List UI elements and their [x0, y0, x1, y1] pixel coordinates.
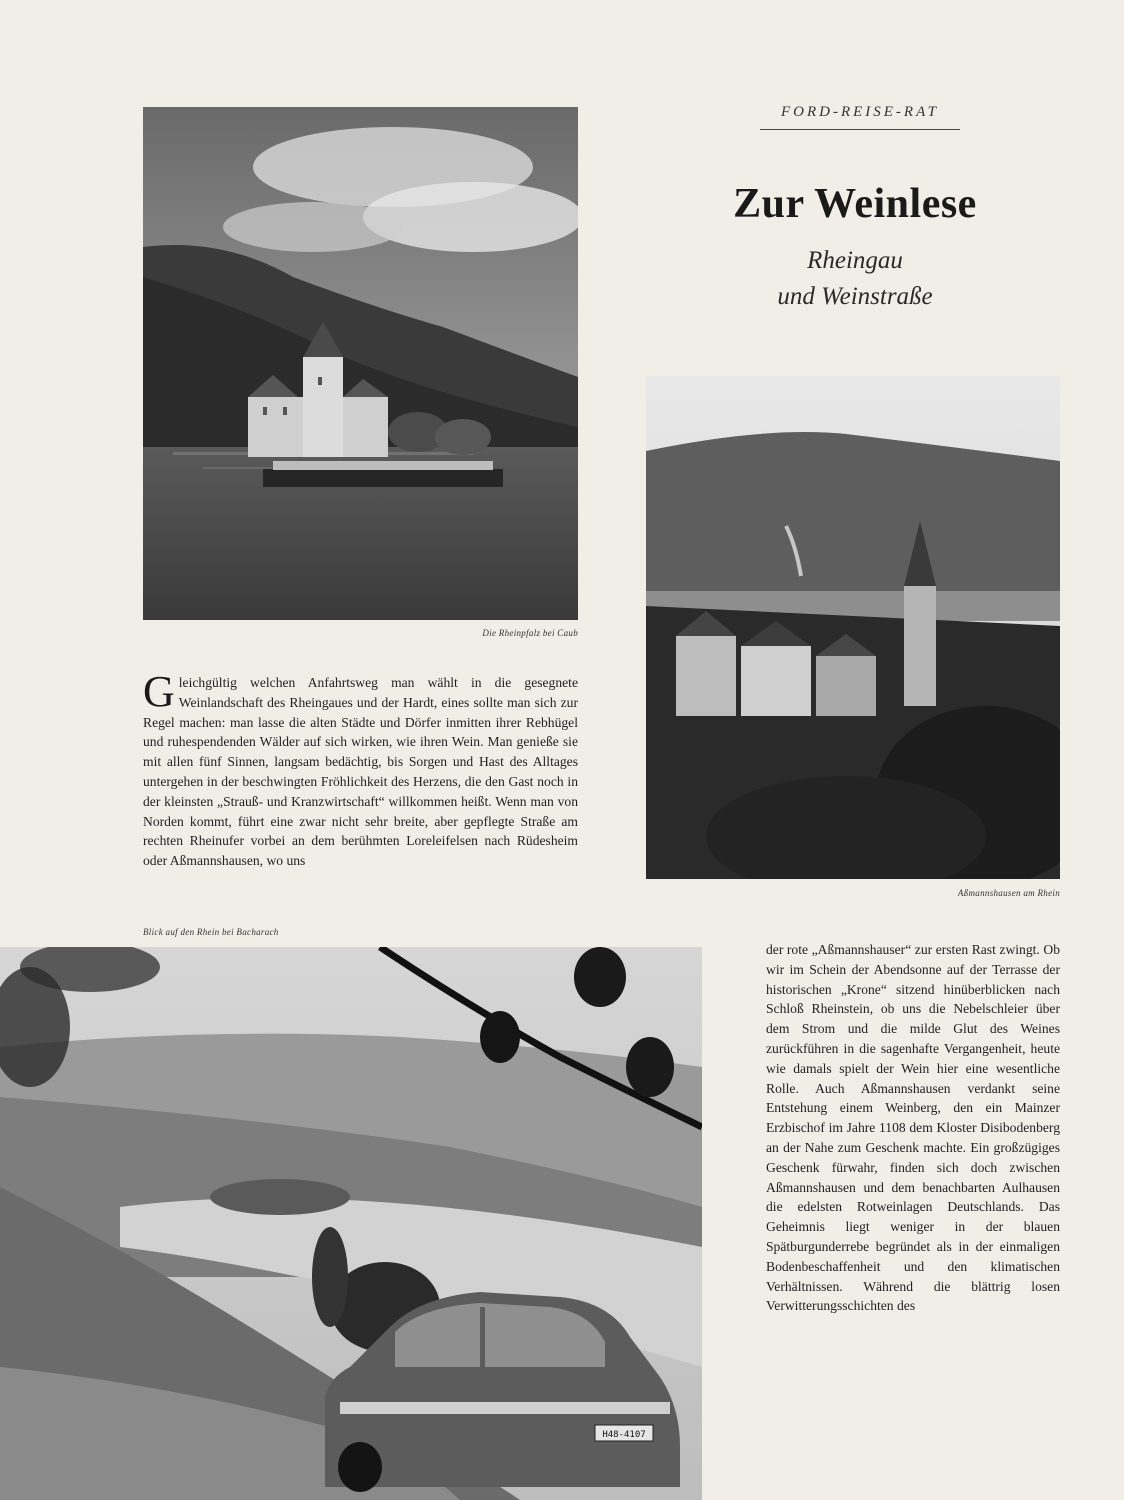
photo-assmannshausen-illustration	[646, 376, 1060, 879]
caption-assmannshausen: Aßmannshausen am Rhein	[957, 888, 1060, 898]
photo-assmannshausen	[646, 376, 1060, 879]
article-paragraph-1	[143, 667, 578, 871]
subtitle-line-1: Rheingau	[807, 247, 903, 274]
article-paragraph-2: der rote „Aßmannshauser“ zur ersten Rast zwingt. Ob wir im Schein der Abendsonne auf der Terrasse der historischen „Krone“ sitzend hinüberblicken nach Schloß Rheinstein, ob uns die Nebelschleier über dem Strom und die milde Glut des Weines zurückführen in die sagenhafte Vergangenheit, heute wie damals spielt der Wein hier eine wesentliche Rolle. Auch Aßmannshausen verdankt seine Entstehung einem Weinberg, den ein Mainzer Erzbischof im Jahre 1108 dem Kloster Disibodenberg an der Nahe zum Geschenk machte. Ein großzügiges Geschenk fürwahr, finden sich doch zwischen Aßmannshausen und dem benachbarten Aulhausen die edelsten Rotweinlagen Deutschlands. Das Geheimnis liegt weniger in der blauen Spätburgunderrebe begründet als in der einmaligen Bodenbeschaffenheit und den klimatischen Verhältnissen. Während die blättrig losen Verwitterungsschichten des	[766, 942, 1060, 1314]
photo-rheinpfalz-caub	[143, 107, 578, 620]
article-title: Zur Weinlese	[733, 181, 977, 227]
caption-bacharach: Blick auf den Rhein bei Bacharach	[143, 927, 279, 937]
photo-bacharach-illustration	[0, 947, 702, 1500]
subtitle-line-2: und Weinstraße	[777, 283, 933, 310]
paragraph-1-text: leichgültig welchen Anfahrtsweg man wählt in die gesegnete Weinlandschaft des Rheingaues und der Hardt, eines sollte man sich zur Regel machen: man lasse die alten Städte und Dörfer inmitten ihrer Rebhügel und ruhespendenden Wälder auf sich wirken, wie ihren Wein. Man genieße sie mit allen fünf Sinnen, langsam bedächtig, bis Sorgen und Hast des Alltages untergehen in der beschwingten Fröhlichkeit des Herzens, die den Gast noch in der kleinsten „Strauß- und Kranzwirtschaft“ willkommen heißt. Wenn man von Norden kommt, führt eine zwar nicht sehr breite, aber gepflegte Straße am rechten Rheinufer vorbei an dem berühmten Loreleifelsen nach Rüdesheim oder Aßmannshausen, wo uns	[143, 675, 578, 869]
caption-rheinpfalz: Die Rheinpfalz bei Caub	[482, 628, 578, 638]
series-label: FORD-REISE-RAT	[760, 104, 960, 130]
article-subtitle	[720, 243, 990, 315]
license-plate-text: H48-4107	[602, 1430, 646, 1440]
photo-rheinpfalz-illustration	[143, 107, 578, 620]
photo-bacharach	[0, 947, 702, 1500]
drop-cap: G	[143, 667, 175, 716]
